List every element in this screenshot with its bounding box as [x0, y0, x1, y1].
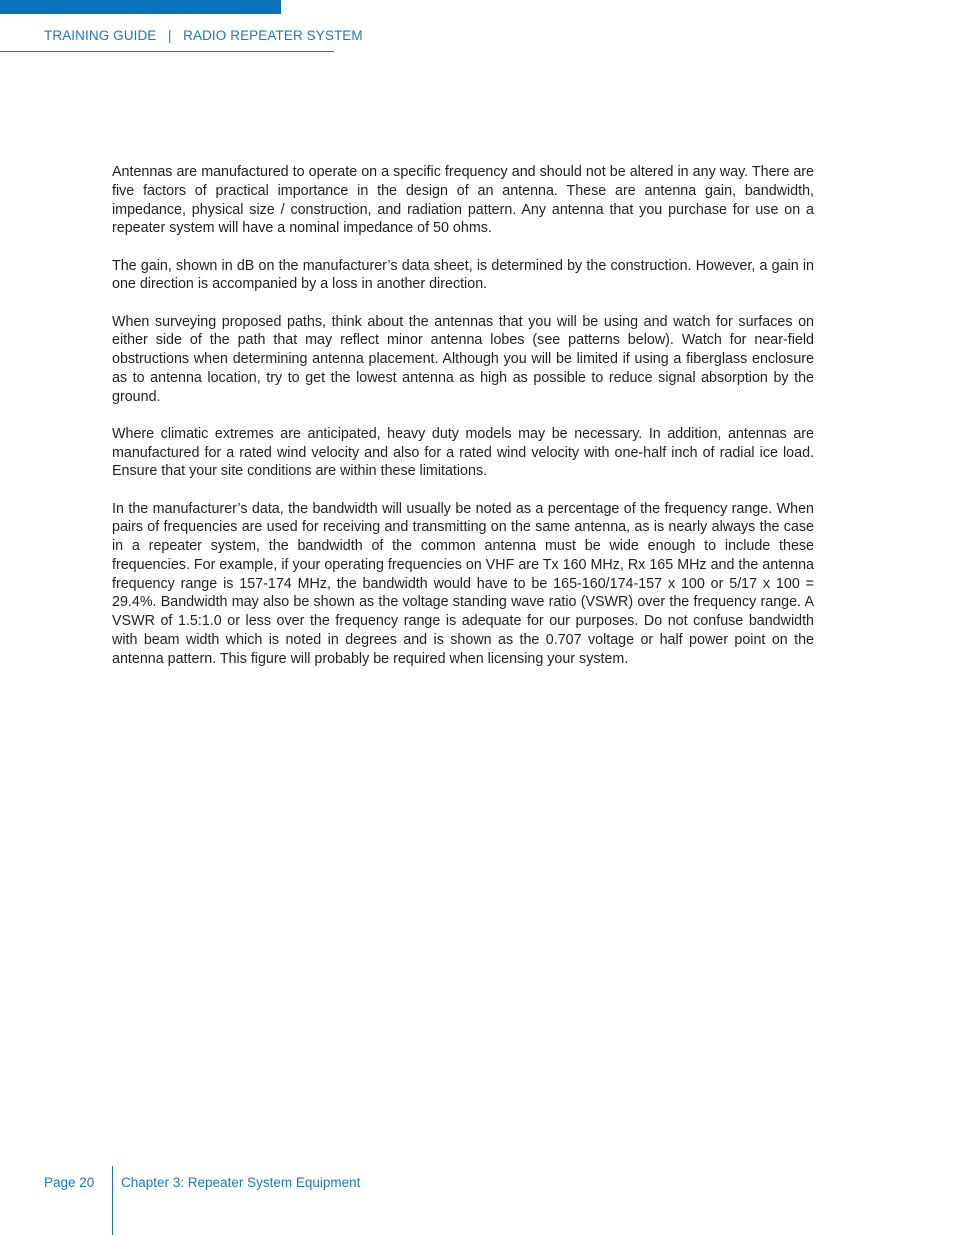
- footer-divider: [112, 1166, 113, 1235]
- paragraph-gain: The gain, shown in dB on the manufacturer’s data sheet, is determined by the construction. However, a gain in one direction is accompanied by a loss in another direction.: [112, 257, 814, 293]
- body-text: [112, 163, 814, 687]
- running-header: TRAINING GUIDE | RADIO REPEATER SYSTEM: [44, 28, 363, 43]
- header-accent-bar: [0, 0, 281, 14]
- chapter-title: Chapter 3: Repeater System Equipment: [121, 1175, 361, 1190]
- page-number: Page 20: [44, 1175, 95, 1190]
- paragraph-bandwidth: In the manufacturer’s data, the bandwidth will usually be noted as a percentage of the frequency range. When pairs of frequencies are used for receiving and transmitting on the same antenna, as is nearly always the case in a repeater system, the bandwidth of the common antenna must be wide enough to include these frequencies. For example, if your operating frequencies on VHF are Tx 160 MHz, Rx 165 MHz and the antenna frequency range is 157-174 MHz, the bandwidth would have to be 165-160/174-157 x 100 or 5/17 x 100 = 29.4%. Bandwidth may also be shown as the voltage standing wave ratio (VSWR) over the frequency range. A VSWR of 1.5:1.0 or less over the frequency range is adequate for our purposes. Do not confuse bandwidth with beam width which is noted in degrees and is shown as the 0.707 voltage or half power point on the antenna pattern. This figure will probably be required when licensing your system.: [112, 500, 814, 667]
- header-divider: [0, 51, 334, 52]
- paragraph-surveying-paths: When surveying proposed paths, think about the antennas that you will be using and watch for surfaces on either side of the path that may reflect minor antenna lobes (see patterns below). Watch for near-field obstructions when determining antenna placement. Although you will be limited if using a fiberglass enclosure as to antenna location, try to get the lowest antenna as high as possible to reduce signal absorption by the ground.: [112, 313, 814, 405]
- paragraph-antenna-factors: Antennas are manufactured to operate on a specific frequency and should not be altered in any way. There are five factors of practical importance in the design of an antenna. These are antenna gain, bandwidth, impedance, physical size / construction, and radiation pattern. Any antenna that you purchase for use on a repeater system will have a nominal impedance of 50 ohms.: [112, 164, 814, 237]
- paragraph-climatic-extremes: Where climatic extremes are anticipated, heavy duty models may be necessary. In addition, antennas are manufactured for a rated wind velocity and also for a rated wind velocity with one-half inch of radial ice load. Ensure that your site conditions are within these limitations.: [112, 425, 814, 480]
